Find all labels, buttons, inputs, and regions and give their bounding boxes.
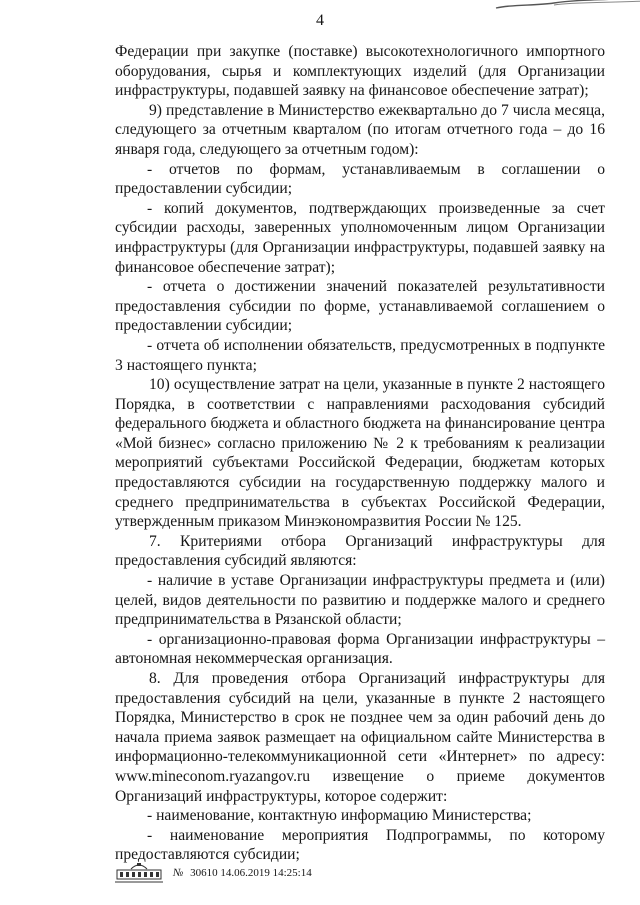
list-item: - наименование, контактную информацию Министерства; (147, 807, 532, 825)
document-body (115, 42, 605, 865)
timestamp: 14.06.2019 14:25:14 (220, 867, 312, 879)
document-footer (113, 861, 312, 885)
list-item: - отчета о достижении значений показателей результативности предоставления субсидии по форме, устанавливаемой соглашением о предоставлении субсидии; (115, 278, 605, 335)
paragraph-item-10: 10) осуществление затрат на цели, указанные в пункте 2 настоящего Порядка, в соответствии с направлениями расходования субсидий федерального бюджета и областного бюджета на финансирование центра «Мой бизнес» согласно приложению № 2 к требованиям к реализации мероприятий субъектами Российской Федерации, бюджетам которых предоставляются субсидии на государственную поддержку малого и среднего предпринимательства в субъектах Российской Федерации, утвержденным приказом Минэкономразвития России № 125. (115, 376, 605, 531)
list-item: - отчетов по формам, устанавливаемым в соглашении о предоставлении субсидии; (115, 160, 605, 198)
list-item: - наименование мероприятия Подпрограммы, по которому предоставляются субсидии; (115, 826, 605, 864)
list-item: - наличие в уставе Организации инфраструктуры предмета и (или) целей, видов деятельности по развитию и поддержке малого и среднего предпринимательства в Рязанской области; (115, 572, 605, 629)
paragraph-continuation: Федерации при закупке (поставке) высокотехнологичного импортного оборудования, сырья и комплектующих изделий (для Организации инфраструктуры, подавшей заявку на финансовое обеспечение затрат); (115, 43, 605, 100)
registry-stamp-icon (113, 861, 165, 885)
scan-edge-mark (494, 0, 640, 16)
paragraph-section-7: 7. Критериями отбора Организаций инфраструктуры для предоставления субсидий являются: (115, 532, 605, 570)
number-sign: № (173, 867, 184, 879)
paragraph-item-9: 9) представление в Министерство ежеквартально до 7 числа месяца, следующего за отчетным кварталом (по итогам отчетного года – до 16 января года, следующего за отчетным годом): (115, 101, 605, 158)
list-item: - организационно-правовая форма Организации инфраструктуры – автономная некоммерческая организация. (115, 630, 605, 668)
document-number: 30610 (190, 867, 218, 879)
list-item: - копий документов, подтверждающих произведенные за счет субсидии расходы, заверенных уполномоченным лицом Организации инфраструктуры (для Организации инфраструктуры, подавшей заявку на финансовое обеспечение затрат); (115, 199, 605, 276)
list-item: - отчета об исполнении обязательств, предусмотренных в подпункте 3 настоящего пункта; (115, 336, 605, 374)
paragraph-section-8: 8. Для проведения отбора Организаций инфраструктуры для предоставления субсидий на цели, указанные в пункте 2 настоящего Порядка, Министерство в срок не позднее чем за один рабочий день до начала приема заявок размещает на официальном сайте Министерства в информационно-телекоммуникационной сети «Интернет» по адресу: www.mineconom.ryazangov.ru извещение о приеме документов Организаций инфраструктуры, которое содержит: (115, 670, 605, 805)
page-number: 4 (316, 12, 324, 29)
